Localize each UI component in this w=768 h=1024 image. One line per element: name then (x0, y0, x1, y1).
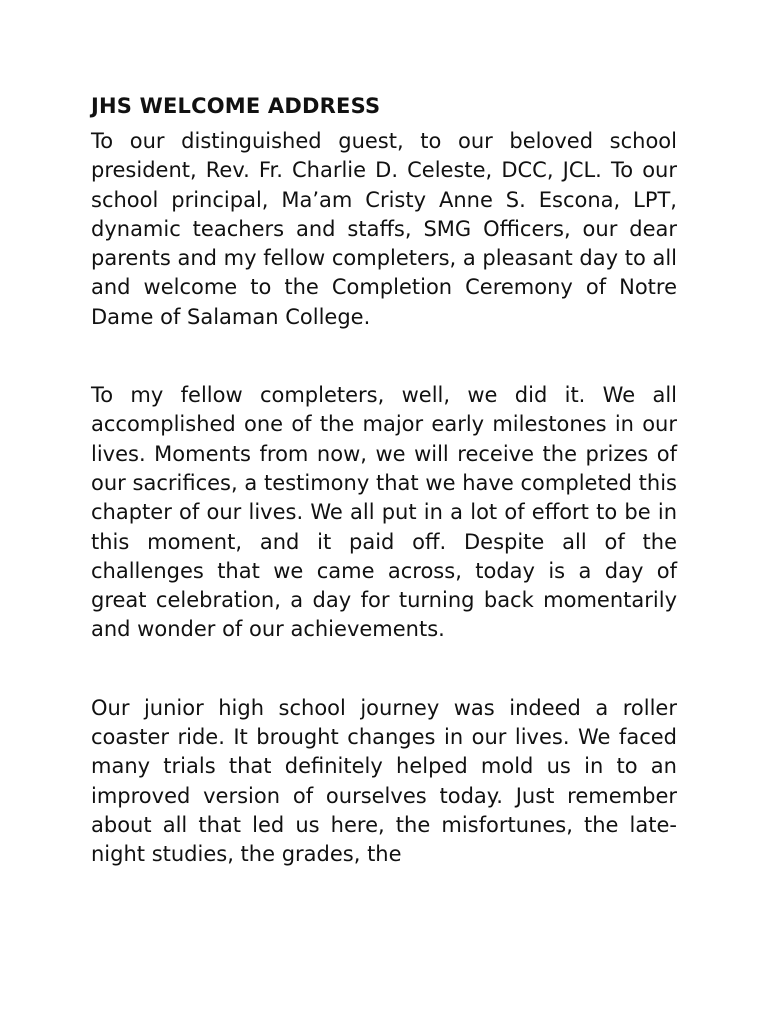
paragraph-journey: Our junior high school journey was indeed a roller coaster ride. It brought changes in our lives. We faced many trials that definitely helped mold us in to an improved version of ourselves today. Just remember about all that led us here, the misfortunes, the late-night studies, the grades, the (91, 695, 677, 867)
document-page (91, 92, 677, 870)
paragraph-completers: To my fellow completers, well, we did it. We all accomplished one of the major early milestones in our lives. Moments from now, we will receive the prizes of our sacrifices, a testimony that we have completed this chapter of our lives. We all put in a lot of effort to be in this moment, and it paid off. Despite all of the challenges that we came across, today is a day of great celebration, a day for turning back momentarily and wonder of our achievements. (91, 383, 677, 642)
document-title: JHS WELCOME ADDRESS (91, 94, 381, 118)
paragraph-welcome: To our distinguished guest, to our beloved school president, Rev. Fr. Charlie D. Celeste, DCC, JCL. To our school principal, Ma’am Cristy Anne S. Escona, LPT, dynamic teachers and staffs, SMG Officers, our dear parents and my fellow completers, a pleasant day to all and welcome to the Completion Ceremony of Notre Dame of Salaman College. (91, 129, 678, 329)
paragraph-spacer (91, 645, 677, 694)
paragraph-spacer (91, 332, 677, 381)
